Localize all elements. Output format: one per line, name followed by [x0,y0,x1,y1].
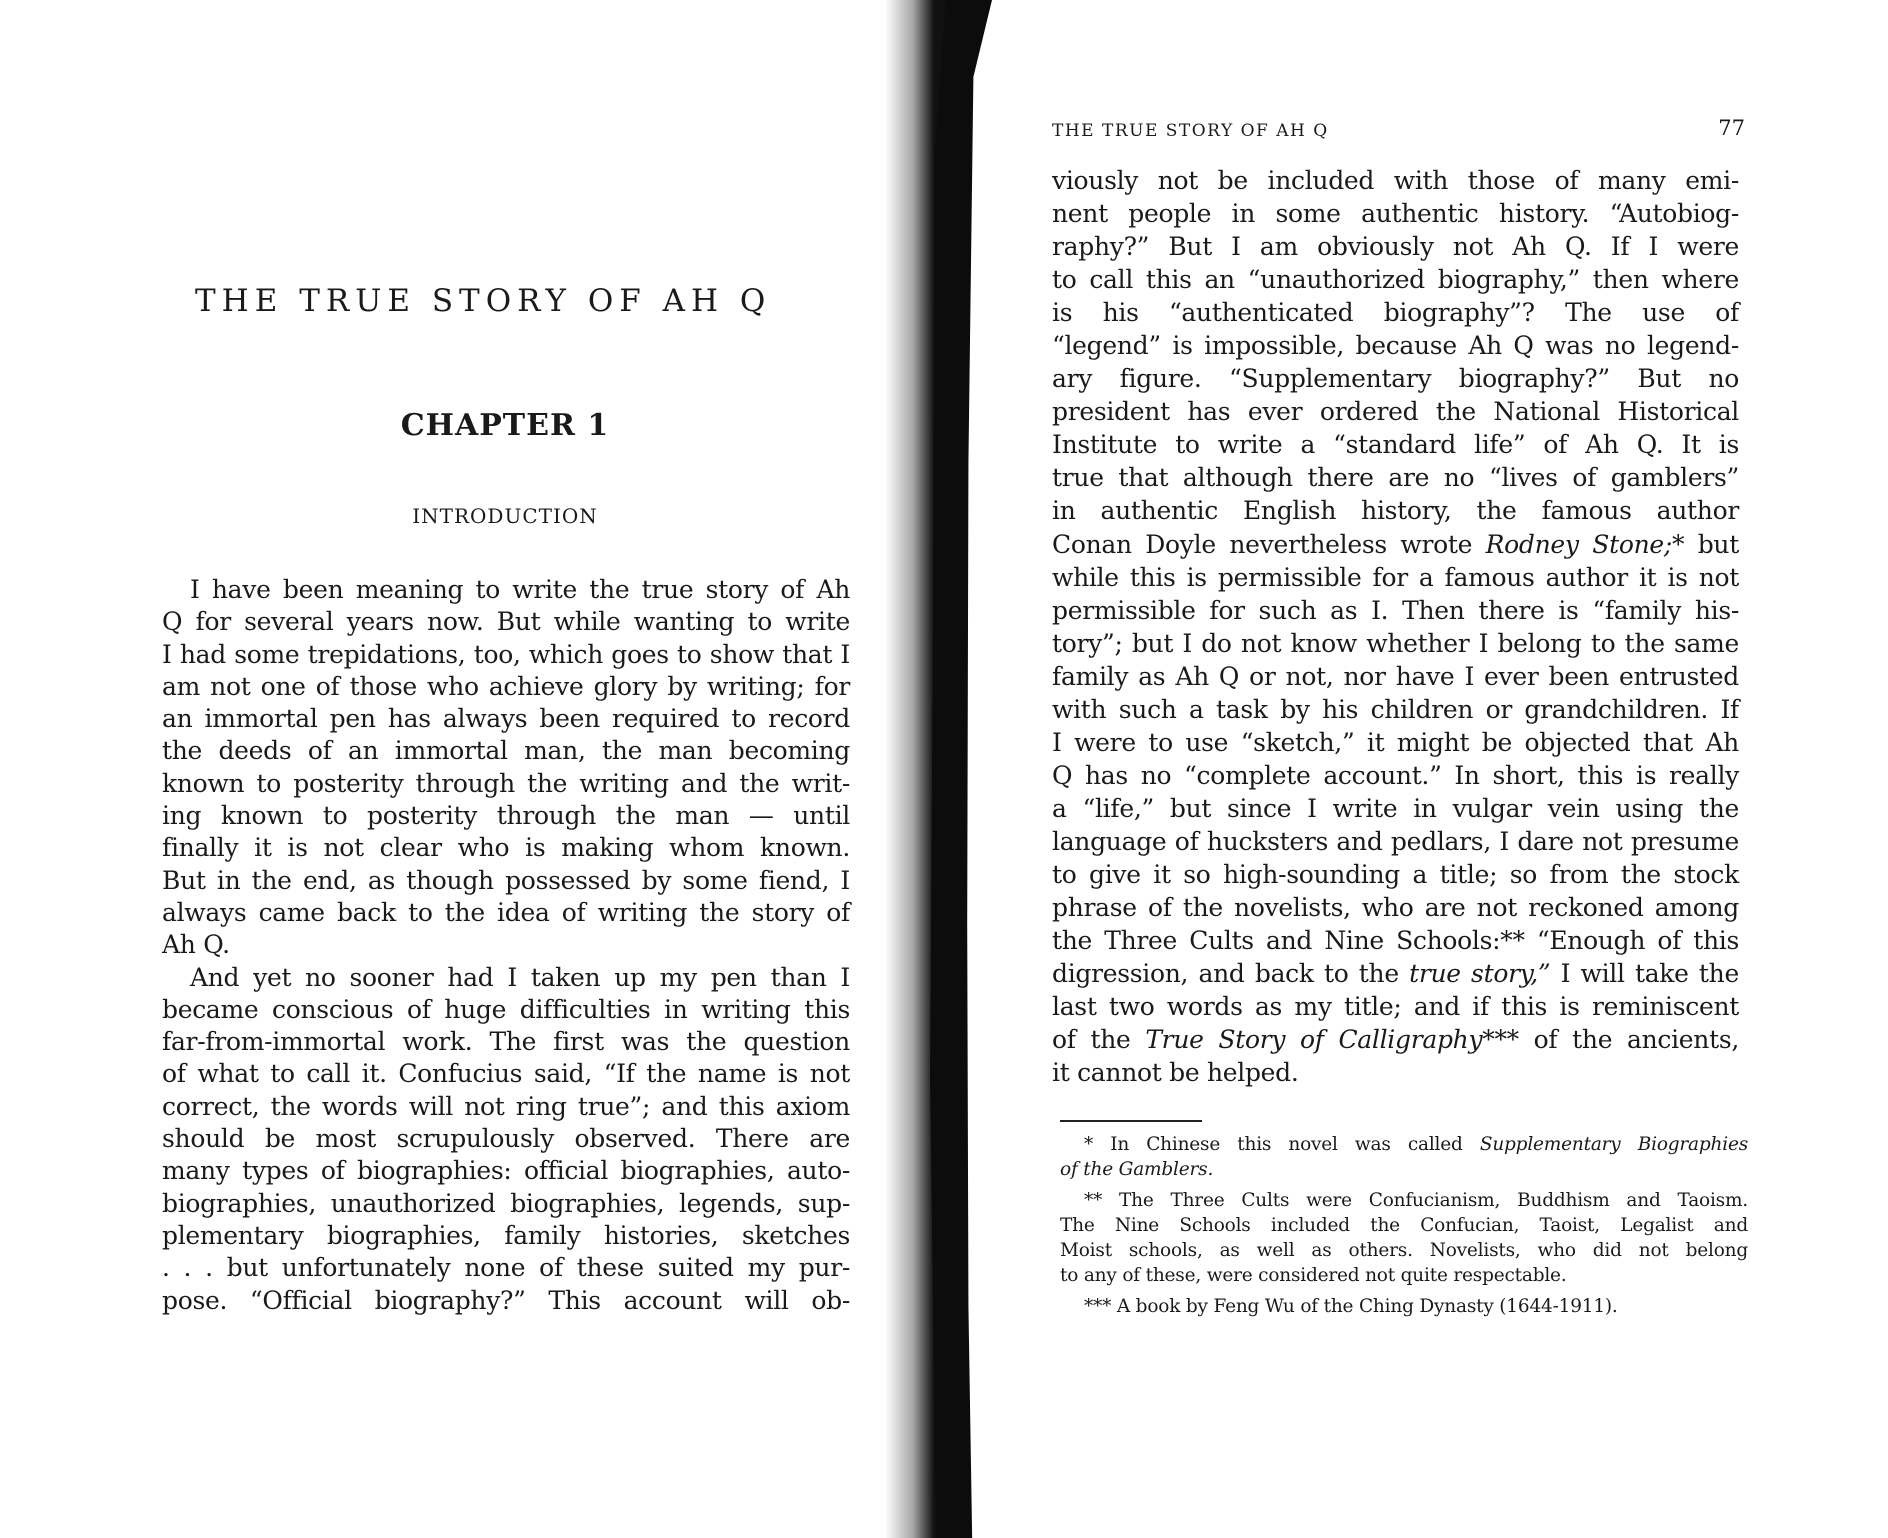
text-segment: digression, and back to the [1052,959,1399,989]
text-line: permissible for such as I. Then there is “family his- [1052,595,1739,625]
text-line: . . . but unfortunately none of these suited my pur- [162,1253,850,1283]
text-line: finally it is not clear who is making whom known. [162,833,850,863]
text-line: many types of biographies: official biographies, auto- [162,1156,850,1186]
text-line: pose. “Official biography?” This account will ob- [162,1285,850,1315]
footnote-2-cont: Moist schools, as well as others. Novelists, who did not belong [1060,1240,1748,1261]
footnotes [1060,1132,1748,1319]
italic-phrase-true-story: true story,” [1409,959,1551,989]
text-line: family as Ah Q or not, nor have I ever been entrusted [1052,661,1739,691]
text-line: last two words as my title; and if this is reminiscent [1052,992,1739,1022]
book-title: THE TRUE STORY OF AH Q [195,283,772,319]
text-line: Institute to write a “standard life” of Ah Q. It is [1052,430,1739,460]
text-line [1052,1023,1739,1056]
text-line: president has ever ordered the National Historical [1052,397,1739,427]
text-segment: of the [1052,1025,1131,1055]
footnote-italic: Supplementary Biographies [1479,1134,1748,1155]
text-line: to give it so high-sounding a title; so from the stock [1052,859,1739,889]
text-line: known to posterity through the writing and the writ- [162,768,850,798]
text-line: language of hucksters and pedlars, I dare not presume [1052,826,1739,856]
footnote-2-cont: The Nine Schools included the Confucian, Taoist, Legalist and [1060,1215,1748,1236]
text-line: with such a task by his children or grandchildren. If [1052,694,1739,724]
text-line: tory”; but I do not know whether I belong to the same [1052,628,1739,658]
text-line: Q for several years now. But while wanting to write [162,607,850,637]
footnote-1-cont [1060,1157,1748,1182]
text-line: “legend” is impossible, because Ah Q was no legend- [1052,331,1739,361]
text-line: Q has no “complete account.” In short, this is really [1052,760,1739,790]
footnote-2: ** The Three Cults were Confucianism, Buddhism and Taoism. [1084,1190,1748,1211]
text-line: an immortal pen has always been required to record [162,704,850,734]
text-line: ary figure. “Supplementary biography?” But no [1052,364,1739,394]
book-title-calligraphy: True Story of Calligraphy*** [1145,1025,1519,1055]
text-line: nent people in some authentic history. “Autobiog- [1052,199,1739,229]
book-gutter [930,0,992,1538]
right-page-body [1052,164,1739,1089]
text-line: it cannot be helped. [1052,1058,1299,1088]
left-page-body [162,574,850,1317]
text-line: became conscious of huge difficulties in writing this [162,994,850,1024]
footnote-rule [1060,1120,1202,1122]
text-line: correct, the words will not ring true”; and this axiom [162,1091,850,1121]
text-line: should be most scrupulously observed. There are [162,1124,850,1154]
text-line [1052,957,1739,990]
left-page [0,0,900,1538]
text-segment: Conan Doyle nevertheless wrote [1052,529,1473,559]
text-segment: but [1684,529,1739,559]
text-line: far-from-immortal work. The first was the question [162,1027,850,1057]
footnote-text: * In Chinese this novel was called [1084,1134,1463,1155]
text-line: I have been meaning to write the true story of Ah [190,575,850,604]
footnote-3: *** A book by Feng Wu of the Ching Dynasty (1644-1911). [1084,1296,1618,1317]
text-line: of what to call it. Confucius said, “If the name is not [162,1059,850,1089]
text-line [1052,528,1739,561]
text-line: I had some trepidations, too, which goes to show that I [162,639,850,669]
text-line: a “life,” but since I write in vulgar vein using the [1052,793,1739,823]
chapter-subtitle: INTRODUCTION [412,504,598,528]
text-segment: I will take the [1550,959,1739,989]
text-line: while this is permissible for a famous author it is not [1052,562,1739,592]
page-number: 77 [1718,116,1745,140]
text-line: viously not be included with those of many emi- [1052,166,1739,195]
text-line: And yet no sooner had I taken up my pen than I [190,962,850,992]
footnote-1 [1060,1132,1748,1157]
footnote-2-cont: to any of these, were considered not quite respectable. [1060,1265,1567,1286]
text-line: the deeds of an immortal man, the man becoming [162,736,850,766]
text-line: I were to use “sketch,” it might be objected that Ah [1052,727,1739,757]
text-line: raphy?” But I am obviously not Ah Q. If I were [1052,232,1739,262]
text-line: in authentic English history, the famous author [1052,496,1739,526]
text-line: true that although there are no “lives of gamblers” [1052,463,1739,493]
text-line: But in the end, as though possessed by some fiend, I [162,865,850,895]
text-line: ing known to posterity through the man — until [162,801,850,831]
book-title-rodney-stone: Rodney Stone;* [1485,529,1685,559]
chapter-heading: CHAPTER 1 [400,408,610,443]
text-line: am not one of those who achieve glory by writing; for [162,671,850,701]
text-line: phrase of the novelists, who are not reckoned among [1052,893,1739,923]
text-segment: of the ancients, [1518,1025,1739,1055]
text-line: biographies, unauthorized biographies, legends, sup- [162,1188,850,1218]
text-line: always came back to the idea of writing the story of [162,897,850,927]
text-line: the Three Cults and Nine Schools:** “Enough of this [1052,926,1739,956]
footnote-italic: of the Gamblers. [1060,1159,1214,1180]
text-line: is his “authenticated biography”? The use of [1052,298,1739,328]
text-line: to call this an “unauthorized biography,” then where [1052,265,1739,295]
text-line: Ah Q. [162,930,230,960]
running-head: THE TRUE STORY OF AH Q [1052,121,1329,141]
text-line: plementary biographies, family histories, sketches [162,1220,850,1250]
